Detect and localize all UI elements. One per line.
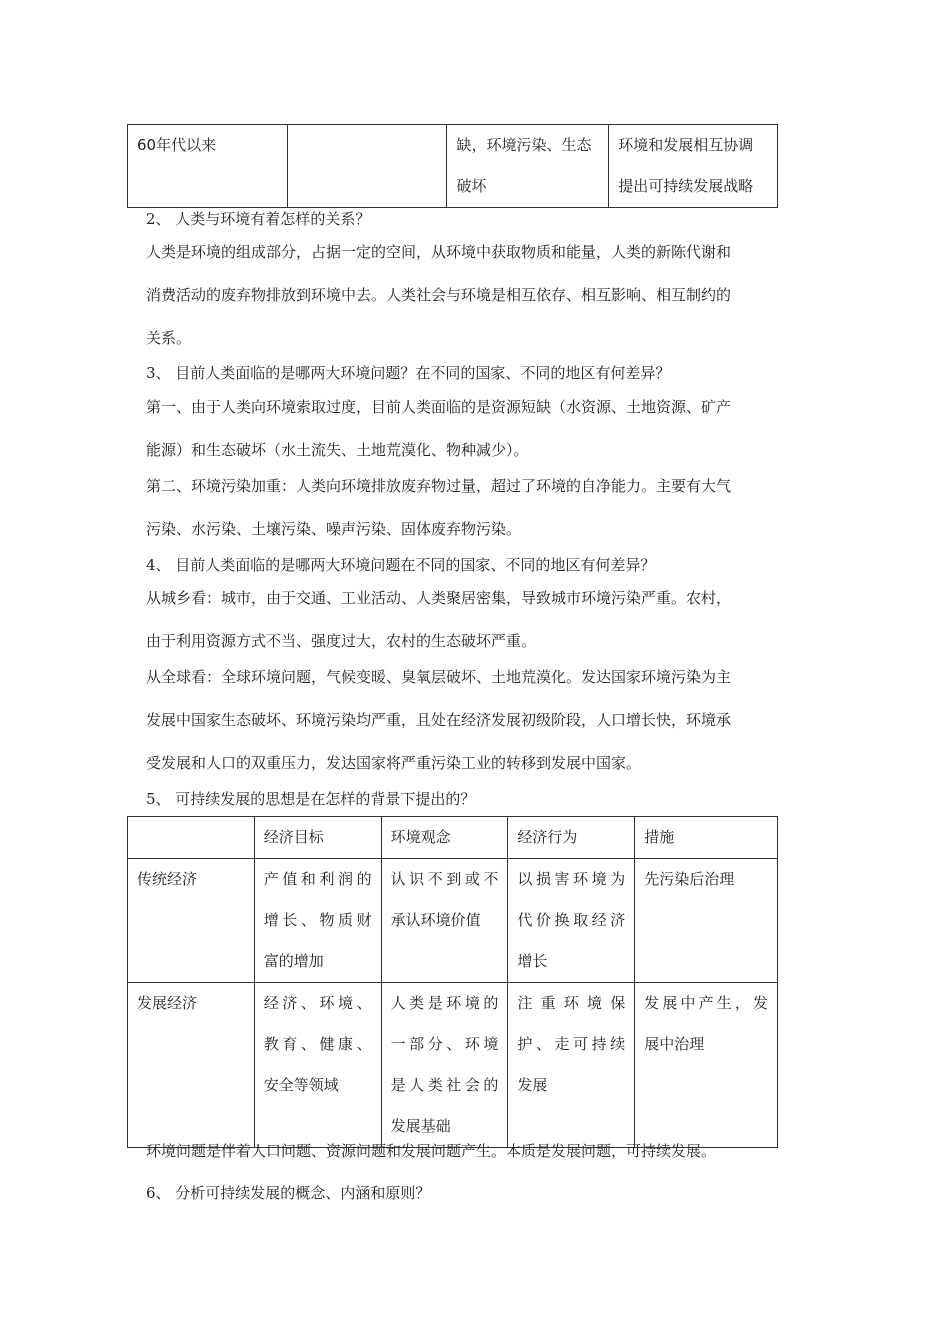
answer-line: 第二、环境污染加重：人类向环境排放废弃物过量，超过了环境的自净能力。主要有大气 — [146, 477, 732, 495]
answer-line: 受发展和人口的双重压力，发达国家将严重污染工业的转移到发展中国家。 — [146, 754, 642, 772]
answer-line: 消费活动的废弃物排放到环境中去。人类社会与环境是相互依存、相互影响、相互制约的 — [146, 286, 732, 304]
history-table — [127, 124, 778, 208]
table-header-row — [128, 817, 778, 859]
answer-line: 发展中国家生态破坏、环境污染均严重，且处在经济发展初级阶段，人口增长快，环境承 — [146, 711, 732, 729]
economy-comparison-table — [127, 816, 778, 1148]
cell-line: 教育、健康、 — [263, 1035, 372, 1053]
cell-line: 先污染后治理 — [644, 870, 735, 888]
answer-line: 能源）和生态破坏（水土流失、土地荒漠化、物种减少）。 — [146, 441, 529, 459]
table-header-cell: 经济目标 — [254, 817, 381, 859]
cell-line: 注重环境保 — [517, 994, 626, 1012]
table-header-cell: 经济行为 — [508, 817, 635, 859]
cell-line: 增长、物质财 — [263, 911, 372, 929]
table-row — [128, 983, 778, 1148]
table-cell — [381, 859, 508, 983]
row-label: 传统经济 — [128, 859, 255, 983]
cell-line: 发展基础 — [390, 1117, 451, 1135]
row-label: 发展经济 — [128, 983, 255, 1148]
table-header-cell: 环境观念 — [381, 817, 508, 859]
conclusion-text: 环境问题是伴着人口问题、资源问题和发展问题产生。本质是发展问题，可持续发展。 — [146, 1142, 717, 1160]
cell-line: 经济、环境、 — [263, 994, 372, 1012]
answer-line: 由于利用资源方式不当、强度过大，农村的生态破坏严重。 — [146, 632, 537, 650]
answer-line: 从城乡看：城市，由于交通、工业活动、人类聚居密集，导致城市环境污染严重。农村， — [146, 589, 732, 607]
cell-line: 增长 — [517, 952, 548, 970]
table-header-cell: 措施 — [635, 817, 778, 859]
cell-line: 展中治理 — [644, 1035, 705, 1053]
table-cell — [381, 983, 508, 1148]
question-2: 2、 人类与环境有着怎样的关系？ — [146, 210, 371, 228]
answer-line: 人类是环境的组成部分，占据一定的空间，从环境中获取物质和能量，人类的新陈代谢和 — [146, 243, 732, 261]
cell-line: 发展 — [517, 1076, 548, 1094]
table-cell — [635, 859, 778, 983]
table-cell — [508, 983, 635, 1148]
cell-line: 产值和利润的 — [263, 870, 372, 888]
question-5: 5、 可持续发展的思想是在怎样的背景下提出的？ — [146, 790, 476, 808]
question-4: 4、 目前人类面临的是哪两大环境问题在不同的国家、不同的地区有何差异？ — [146, 556, 656, 574]
table-cell — [635, 983, 778, 1148]
table-cell — [508, 859, 635, 983]
cell-line: 承认环境价值 — [390, 911, 481, 929]
table-row — [128, 125, 778, 208]
cell-line: 一部分、环境 — [390, 1035, 499, 1053]
cell-line: 人类是环境的 — [390, 994, 499, 1012]
cell-line: 发展中产生，发 — [644, 994, 768, 1012]
answer-line: 第一、由于人类向环境索取过度，目前人类面临的是资源短缺（水资源、土地资源、矿产 — [146, 398, 732, 416]
cell-line: 认识不到或不 — [390, 870, 499, 888]
cell-line: 以损害环境为 — [517, 870, 626, 888]
cell-line: 是人类社会的 — [390, 1076, 499, 1094]
table-cell — [287, 125, 447, 208]
table-cell — [254, 859, 381, 983]
table-cell — [254, 983, 381, 1148]
question-6: 6、 分析可持续发展的概念、内涵和原则？ — [146, 1184, 431, 1202]
table-cell: 60年代以来 — [128, 125, 288, 208]
cell-line: 护、走可持续 — [517, 1035, 626, 1053]
question-3: 3、 目前人类面临的是哪两大环境问题？在不同的国家、不同的地区有何差异？ — [146, 364, 671, 382]
cell-line: 代价换取经济 — [517, 911, 626, 929]
table-header-cell — [128, 817, 255, 859]
answer-line: 从全球看：全球环境问题，气候变暖、臭氧层破坏、土地荒漠化。发达国家环境污染为主 — [146, 668, 732, 686]
cell-line: 富的增加 — [263, 952, 324, 970]
answer-line: 污染、水污染、土壤污染、噪声污染、固体废弃物污染。 — [146, 520, 522, 538]
table-row — [128, 859, 778, 983]
cell-line: 安全等领域 — [263, 1076, 339, 1094]
answer-line: 关系。 — [146, 329, 192, 347]
table-cell: 缺，环境污染、生态破坏 — [447, 125, 609, 208]
table-cell: 环境和发展相互协调提出可持续发展战略 — [609, 125, 778, 208]
